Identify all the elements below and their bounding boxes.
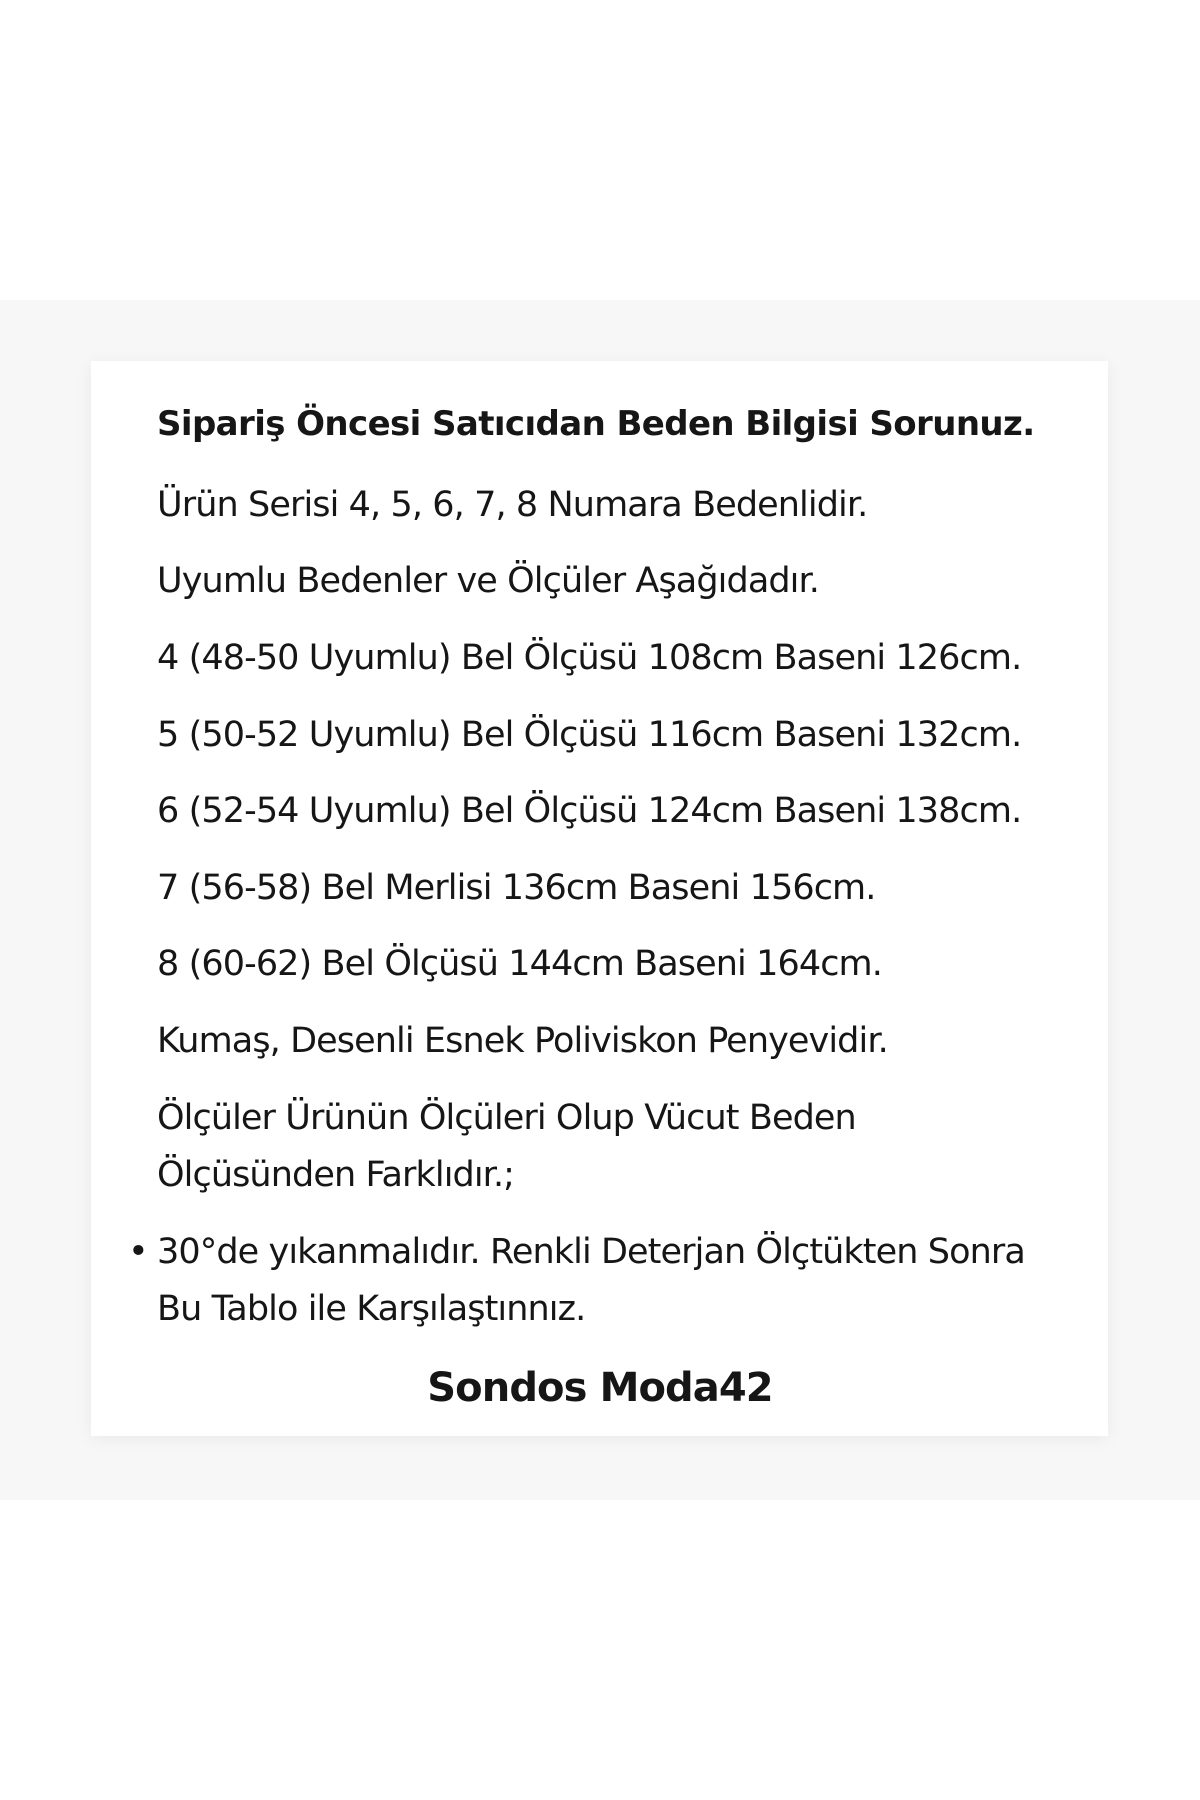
measurement-note-line-1: Ölçüler Ürünün Ölçüleri Olup Vücut Beden [157, 1098, 856, 1138]
size-7-line: 7 (56-58) Bel Merlisi 136cm Baseni 156cm. [157, 868, 876, 908]
bullet-dot-icon: • [128, 1232, 149, 1272]
series-line: Ürün Serisi 4, 5, 6, 7, 8 Numara Bedenlidir. [157, 485, 868, 525]
compatible-sizes-line: Uyumlu Bedenler ve Ölçüler Aşağıdadır. [157, 561, 820, 601]
washing-note-line-1: 30°de yıkanmalıdır. Renkli Deterjan Ölçtükten Sonra [157, 1232, 1025, 1272]
size-4-line: 4 (48-50 Uyumlu) Bel Ölçüsü 108cm Baseni 126cm. [157, 638, 1022, 678]
measurement-note-line-2: Ölçüsünden Farklıdır.; [157, 1155, 515, 1195]
size-8-line: 8 (60-62) Bel Ölçüsü 144cm Baseni 164cm. [157, 944, 882, 984]
brand-name: Sondos Moda42 [427, 1365, 773, 1411]
size-6-line: 6 (52-54 Uyumlu) Bel Ölçüsü 124cm Baseni 138cm. [157, 791, 1022, 831]
fabric-line: Kumaş, Desenli Esnek Poliviskon Penyevidir. [157, 1021, 888, 1061]
size-5-line: 5 (50-52 Uyumlu) Bel Ölçüsü 116cm Baseni 132cm. [157, 715, 1022, 755]
washing-note-line-2: Bu Tablo ile Karşılaştınnız. [157, 1289, 586, 1329]
page-heading: Sipariş Öncesi Satıcıdan Beden Bilgisi Sorunuz. [157, 404, 1035, 444]
